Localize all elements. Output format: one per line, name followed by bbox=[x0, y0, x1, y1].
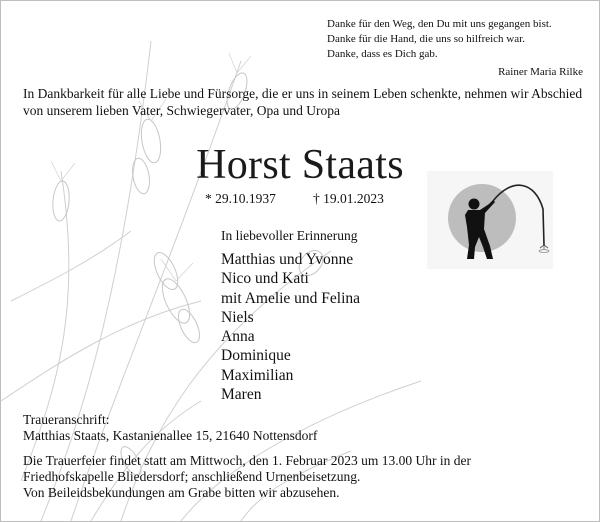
funeral-line: Von Beileidsbekundungen am Grabe bitten wir abzusehen. bbox=[23, 485, 340, 500]
funeral-info bbox=[23, 453, 583, 501]
mourner-name: Matthias und Yvonne bbox=[221, 251, 354, 268]
portrait-image bbox=[427, 171, 553, 269]
mourner-name: Nico und Kati bbox=[221, 270, 309, 288]
poem-line: Danke für den Weg, den Du mit uns gegangen bist. bbox=[327, 18, 552, 30]
poem-line: Danke für die Hand, die uns so hilfreich war. bbox=[327, 33, 525, 45]
angler-silhouette-icon bbox=[427, 171, 553, 269]
intro-text: In Dankbarkeit für alle Liebe und Fürsorge, die er uns in seinem Leben schenkte, nehmen wir Abschied von unserem lieben Vater, Schwiegervater, Opa und Uropa bbox=[23, 86, 583, 118]
address-value: Matthias Staats, Kastanienallee 15, 21640 Nottensdorf bbox=[23, 428, 318, 443]
mourners-list bbox=[221, 250, 360, 404]
funeral-line: Friedhofskapelle Bliedersdorf; anschließend Urnenbeisetzung. bbox=[23, 469, 361, 484]
mourner-name: mit Amelie und Felina bbox=[221, 289, 361, 307]
mourner-name: Maximilian bbox=[221, 366, 294, 384]
address-label: Traueranschrift: bbox=[23, 412, 110, 427]
mourner-name: Niels bbox=[221, 308, 254, 326]
death-date: † 19.01.2023 bbox=[313, 191, 384, 206]
mourner-name: Dominique bbox=[221, 347, 291, 365]
memory-heading: In liebevoller Erinnerung bbox=[221, 228, 358, 243]
mourner-name: Anna bbox=[221, 328, 255, 346]
rilke-poem bbox=[327, 17, 583, 80]
poem-line: Danke, dass es Dich gab. bbox=[327, 48, 438, 60]
deceased-name: Horst Staats bbox=[196, 142, 404, 188]
mourner-name: Maren bbox=[221, 386, 262, 404]
funeral-line: Die Trauerfeier findet statt am Mittwoch, den 1. Februar 2023 um 13.00 Uhr in der bbox=[23, 453, 472, 468]
mourning-address bbox=[23, 412, 583, 444]
birth-date: * 29.10.1937 bbox=[205, 191, 276, 206]
poem-author: Rainer Maria Rilke bbox=[498, 66, 583, 78]
